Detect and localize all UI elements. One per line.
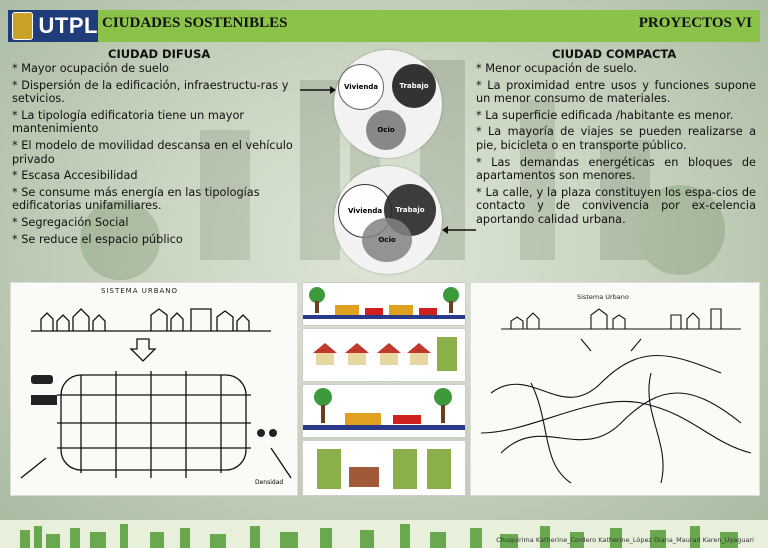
- sketch-caption: SISTEMA URBANO: [101, 287, 179, 295]
- left-list-item: * Dispersión de la edificación, infraestructu-ras y setvicios.: [12, 78, 289, 106]
- illustration-bus-street: [302, 384, 466, 438]
- illustration-houses: [302, 328, 466, 382]
- venn-vivienda-circle: Vivienda: [338, 64, 384, 110]
- page-title: CIUDADES SOSTENIBLES: [102, 15, 288, 31]
- sketch-compact-city: [470, 282, 760, 496]
- logo-text: UTPL: [38, 13, 98, 38]
- sketch-drawing: [11, 283, 297, 495]
- venn-trabajo-circle: Trabajo: [392, 64, 436, 108]
- credits-text: Chuquirima Katherine_Cordero Katherine_López Diana_Maurad Karen_Uyaguari: [496, 536, 754, 544]
- venn-trabajo-circle: Trabajo: [384, 184, 436, 236]
- sketch-diffuse-city: [10, 282, 298, 496]
- venn-compact: [334, 166, 442, 274]
- crest-icon: [12, 12, 33, 40]
- right-heading: CIUDAD COMPACTA: [552, 47, 677, 61]
- right-list-item: * La mayoría de viajes se pueden realizarse a pie, bicicleta o en transporte público.: [476, 125, 756, 152]
- left-list-item: * Mayor ocupación de suelo: [12, 62, 169, 75]
- right-text-list: [476, 62, 756, 230]
- left-list-item: * La tipología edificatoria tiene un mayor mantenimiento: [12, 108, 245, 136]
- arrow-right-icon: [300, 84, 336, 96]
- left-list-item: * Se consume más energía en las tipologías edificatorias unifamiliares.: [12, 185, 260, 213]
- density-label: Densidad: [255, 479, 284, 486]
- left-list-item: * Segregación Social: [12, 215, 129, 229]
- left-list-item: * Se reduce el espacio público: [12, 232, 183, 246]
- left-list-item: * El modelo de movilidad descansa en el vehículo privado: [12, 138, 293, 166]
- bus-street-drawing: [303, 385, 465, 437]
- illustration-street-cars: [302, 282, 466, 326]
- street-cars-drawing: [303, 283, 465, 325]
- venn-ocio-circle: Ocio: [366, 110, 406, 150]
- sketch-caption: Sistema Urbano: [577, 293, 629, 301]
- venn-ocio-circle: Ocio: [362, 218, 412, 262]
- buildings-drawing: [303, 441, 465, 495]
- venn-diffuse: [334, 50, 442, 158]
- illustration-buildings: [302, 440, 466, 496]
- utpl-logo: [8, 10, 98, 42]
- project-label: PROYECTOS VI: [638, 15, 752, 31]
- left-list-item: * Escasa Accesibilidad: [12, 169, 138, 183]
- houses-drawing: [303, 329, 465, 381]
- arrow-left-icon: [442, 224, 476, 236]
- sketch-drawing: [471, 283, 759, 495]
- right-list-item: * Menor ocupación de suelo.: [476, 62, 637, 75]
- right-list-item: * Las demandas energéticas en bloques de apartamentos son menores.: [476, 155, 756, 183]
- left-text-list: [12, 62, 300, 249]
- right-list-item: * La proximidad entre usos y funciones supone un menor consumo de materiales.: [476, 78, 756, 106]
- right-list-item: * La calle, y la plaza constituyen los espa-cios de contacto y de convivencia por ex-celencia aportando calidad urbana.: [476, 185, 756, 226]
- left-heading: CIUDAD DIFUSA: [108, 47, 211, 61]
- venn-vivienda-circle: Vivienda: [338, 184, 392, 238]
- right-list-item: * La superficie edificada /habitante es menor.: [476, 108, 734, 122]
